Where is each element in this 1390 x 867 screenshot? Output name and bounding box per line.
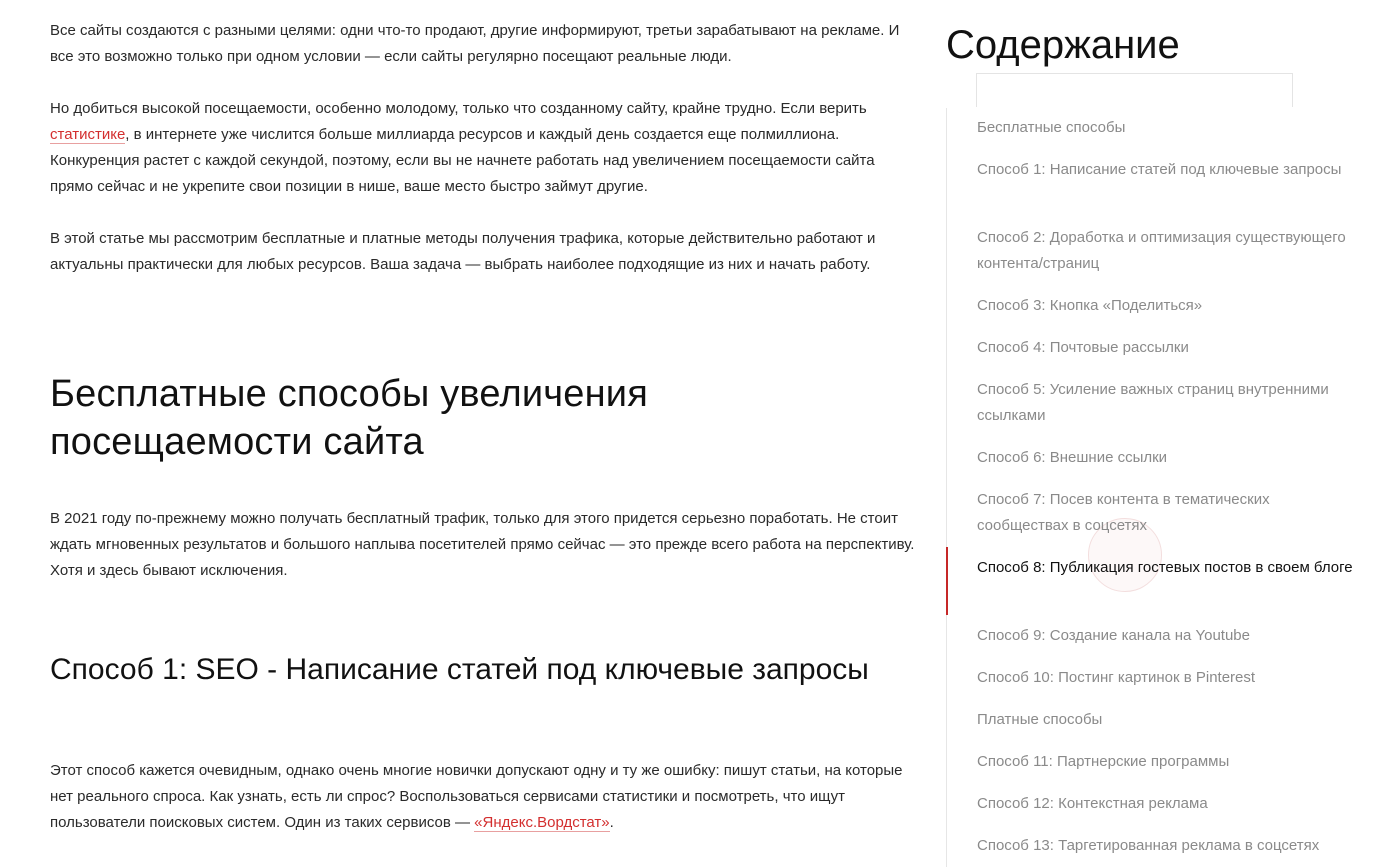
toc-item-method-2[interactable]: Способ 2: Доработка и оптимизация существующего контента/страниц <box>977 229 1346 272</box>
toc-item-method-8[interactable]: Способ 8: Публикация гостевых постов в своем блоге <box>977 559 1353 576</box>
statistics-link[interactable]: статистике <box>50 126 126 143</box>
toc-item-method-5[interactable]: Способ 5: Усиление важных страниц внутренними ссылками <box>977 381 1329 424</box>
seo-text-before: Этот способ кажется очевидным, однако очень многие новички допускают одну и ту же ошибку: пишут статьи, на которые нет реального спроса. Как узнать, есть ли спрос? Воспользоваться сервисами статистики и посмотреть, что ищут пользователи поисковых систем. Один из таких сервисов — <box>50 762 903 831</box>
method-1-heading: Способ 1: SEO - Написание статей под ключевые запросы <box>50 653 869 686</box>
toc-item-method-10[interactable]: Способ 10: Постинг картинок в Pinterest <box>977 669 1256 686</box>
toc-search-input[interactable] <box>976 73 1293 107</box>
toc-title: Содержание <box>946 23 1180 67</box>
seo-text-after: . <box>609 814 614 831</box>
toc-item-paid-methods[interactable]: Платные способы <box>977 711 1103 728</box>
free-traffic-text: В 2021 году по-прежнему можно получать бесплатный трафик, только для этого придется серьезно поработать. Не стоит ждать мгновенных результатов и большого наплыва посетителей прямо сейчас — это прежде всего работа на перспективу. Хотя и здесь бывают исключения. <box>50 510 915 579</box>
seo-paragraph <box>50 758 920 836</box>
toc-item-method-13[interactable]: Способ 13: Таргетированная реклама в соцсетях <box>977 837 1320 854</box>
toc-item-free-methods[interactable]: Бесплатные способы <box>977 119 1126 136</box>
toc-item-method-9[interactable]: Способ 9: Создание канала на Youtube <box>977 627 1250 644</box>
toc-item-method-12[interactable]: Способ 12: Контекстная реклама <box>977 795 1208 812</box>
methods-text: В этой статье мы рассмотрим бесплатные и платные методы получения трафика, которые действительно работают и актуальны практически для любых ресурсов. Ваша задача — выбрать наиболее подходящие из них и начать работу. <box>50 230 876 273</box>
toc-item-method-6[interactable]: Способ 6: Внешние ссылки <box>977 449 1168 466</box>
statistics-paragraph <box>50 96 920 200</box>
intro-text: Все сайты создаются с разными целями: одни что-то продают, другие информируют, третьи зарабатывают на рекламе. И все это возможно только при одном условии — если сайты регулярно посещают реальные люди. <box>50 22 900 65</box>
wordstat-link[interactable]: «Яндекс.Вордстат» <box>474 814 610 831</box>
methods-paragraph <box>50 226 920 278</box>
free-methods-heading: Бесплатные способы увеличения посещаемости сайта <box>50 373 648 463</box>
toc-divider-line <box>946 108 947 867</box>
toc-item-method-3[interactable]: Способ 3: Кнопка «Поделиться» <box>977 297 1203 314</box>
statistics-text-after: , в интернете уже числится больше миллиарда ресурсов и каждый день создается еще полмиллиона. Конкуренция растет с каждой секундой, поэтому, если вы не начнете работать над увеличением посещаемости сайта прямо сейчас и не укрепите свои позиции в нише, ваше место быстро займут другие. <box>50 126 875 195</box>
toc-item-method-11[interactable]: Способ 11: Партнерские программы <box>977 753 1230 770</box>
toc-active-indicator <box>946 547 948 615</box>
toc-item-method-7[interactable]: Способ 7: Посев контента в тематических сообществах в соцсетях <box>977 491 1270 534</box>
statistics-text-before: Но добиться высокой посещаемости, особенно молодому, только что созданному сайту, крайне трудно. Если верить <box>50 100 867 117</box>
toc-item-method-4[interactable]: Способ 4: Почтовые рассылки <box>977 339 1189 356</box>
toc-item-method-1[interactable]: Способ 1: Написание статей под ключевые запросы <box>977 161 1342 178</box>
intro-paragraph <box>50 18 920 70</box>
free-traffic-paragraph <box>50 506 920 584</box>
